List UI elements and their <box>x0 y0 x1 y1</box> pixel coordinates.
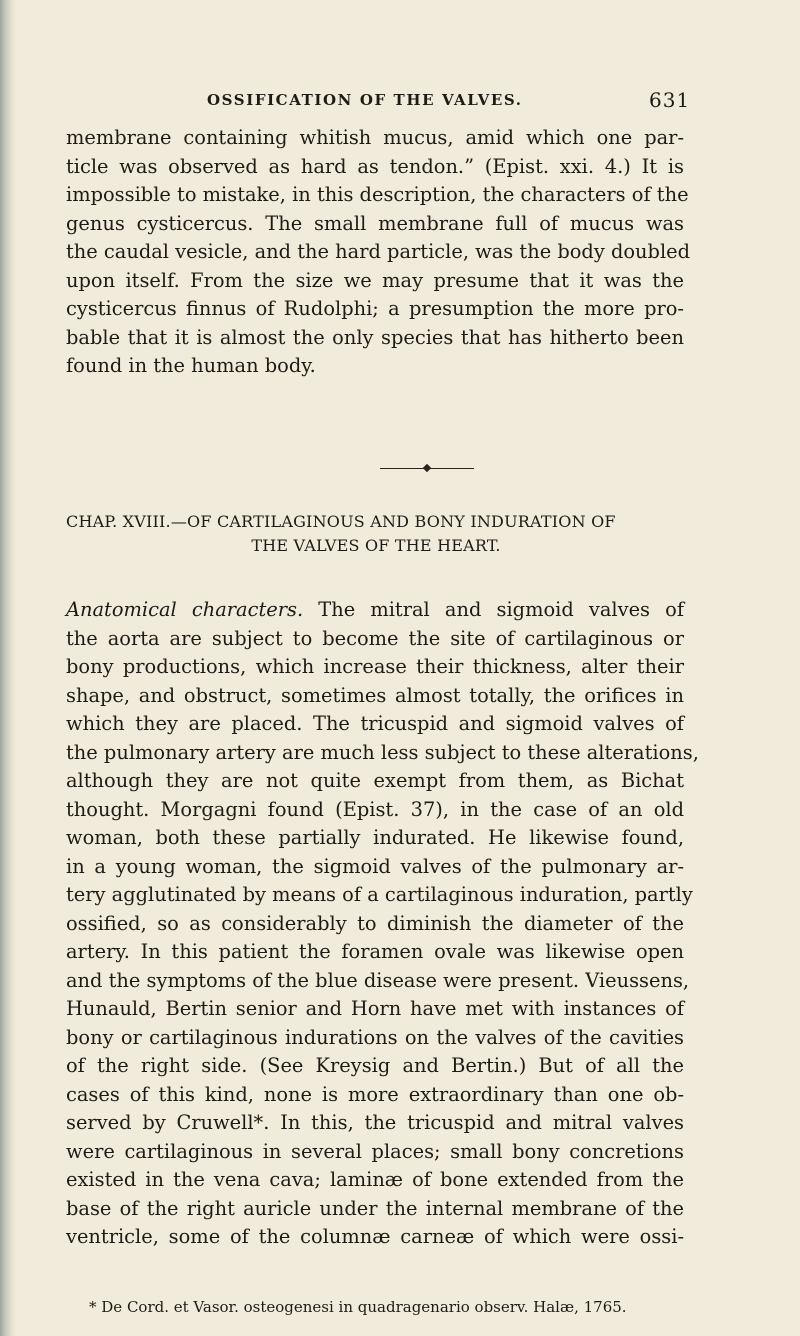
paragraph-2-line: the pulmonary artery are much less subject to these alterations, <box>66 740 699 764</box>
paragraph-2-line: bony or cartilaginous indurations on the valves of the cavities <box>66 1025 684 1049</box>
paragraph-1-line: cysticercus finnus of Rudolphi; a presumption the more pro- <box>66 297 684 320</box>
paragraph-2-line: the aorta are subject to become the site of cartilaginous or <box>66 626 684 650</box>
paragraph-1-line: impossible to mistake, in this description, the characters of the <box>66 183 689 206</box>
chapter-title-line-2: THE VALVES OF THE HEART. <box>251 536 501 555</box>
running-head: OSSIFICATION OF THE VALVES. <box>207 91 523 109</box>
paragraph-2 <box>66 596 699 1252</box>
paragraph-2-line: artery. In this patient the foramen ovale was likewise open <box>66 940 684 963</box>
paragraph-1-line: membrane containing whitish mucus, amid which one par- <box>66 126 684 149</box>
divider-diamond-icon <box>423 464 431 472</box>
paragraph-1 <box>66 124 691 381</box>
paragraph-2-line: cases of this kind, none is more extraordinary than one ob- <box>66 1082 684 1106</box>
paragraph-2-line: existed in the vena cava; laminæ of bone extended from the <box>66 1168 684 1191</box>
paragraph-1-line: ticle was observed as hard as tendon.” (Epist. xxi. 4.) It is <box>66 154 684 178</box>
paragraph-2-line: which they are placed. The tricuspid and sigmoid valves of <box>66 712 684 735</box>
paragraph-1-line: the caudal vesicle, and the hard particle, was the body doubled <box>66 240 691 263</box>
paragraph-2-line: of the right side. (See Kreysig and Bertin.) But of all the <box>66 1054 684 1077</box>
page-header <box>0 88 800 118</box>
paragraph-2-line: although they are not quite exempt from them, as Bichat <box>66 769 684 792</box>
paragraph-2-first-line-rest: The mitral and sigmoid valves of <box>303 598 684 621</box>
paragraph-2-line: bony productions, which increase their thickness, alter their <box>66 655 684 678</box>
paragraph-2-line: ventricle, some of the columnæ carneæ of which were ossi- <box>66 1225 684 1248</box>
paragraph-2-line: were cartilaginous in several places; small bony concretions <box>66 1139 684 1163</box>
paragraph-2-line: Hunauld, Bertin senior and Horn have met with instances of <box>66 997 684 1020</box>
paragraph-2-line: base of the right auricle under the internal membrane of the <box>66 1196 684 1220</box>
paragraph-2-line: served by Cruwell*. In this, the tricuspid and mitral valves <box>66 1111 684 1134</box>
page-number: 631 <box>649 88 691 112</box>
paragraph-2-line: in a young woman, the sigmoid valves of the pulmonary ar- <box>66 854 684 878</box>
page-edge-shadow <box>0 0 16 1336</box>
paragraph-2-line: tery agglutinated by means of a cartilaginous induration, partly <box>66 883 693 906</box>
chapter-heading <box>66 510 686 558</box>
paragraph-2-line: ossified, so as considerably to diminish the diameter of the <box>66 911 684 935</box>
paragraph-1-line: upon itself. From the size we may presume that it was the <box>66 268 684 292</box>
section-divider <box>380 465 474 473</box>
paragraph-1-line: bable that it is almost the only species that has hitherto been <box>66 325 684 349</box>
paragraph-2-line: shape, and obstruct, sometimes almost totally, the orifices in <box>66 683 684 707</box>
paragraph-1-line: found in the human body. <box>66 354 316 377</box>
paragraph-1-line: genus cysticercus. The small membrane full of mucus was <box>66 211 684 235</box>
paragraph-2-line: and the symptoms of the blue disease were present. Vieussens, <box>66 968 690 992</box>
chapter-title-line-1: CHAP. XVIII.—OF CARTILAGINOUS AND BONY INDURATION OF <box>66 512 616 531</box>
paragraph-2-line: woman, both these partially indurated. He likewise found, <box>66 826 684 849</box>
paragraph-2-lead-italic: Anatomical characters. <box>66 598 304 621</box>
paragraph-2-line: thought. Morgagni found (Epist. 37), in the case of an old <box>66 797 684 821</box>
footnote: * De Cord. et Vasor. osteogenesi in quadragenario observ. Halæ, 1765. <box>89 1298 627 1316</box>
paragraph-2-first-line <box>66 596 684 625</box>
